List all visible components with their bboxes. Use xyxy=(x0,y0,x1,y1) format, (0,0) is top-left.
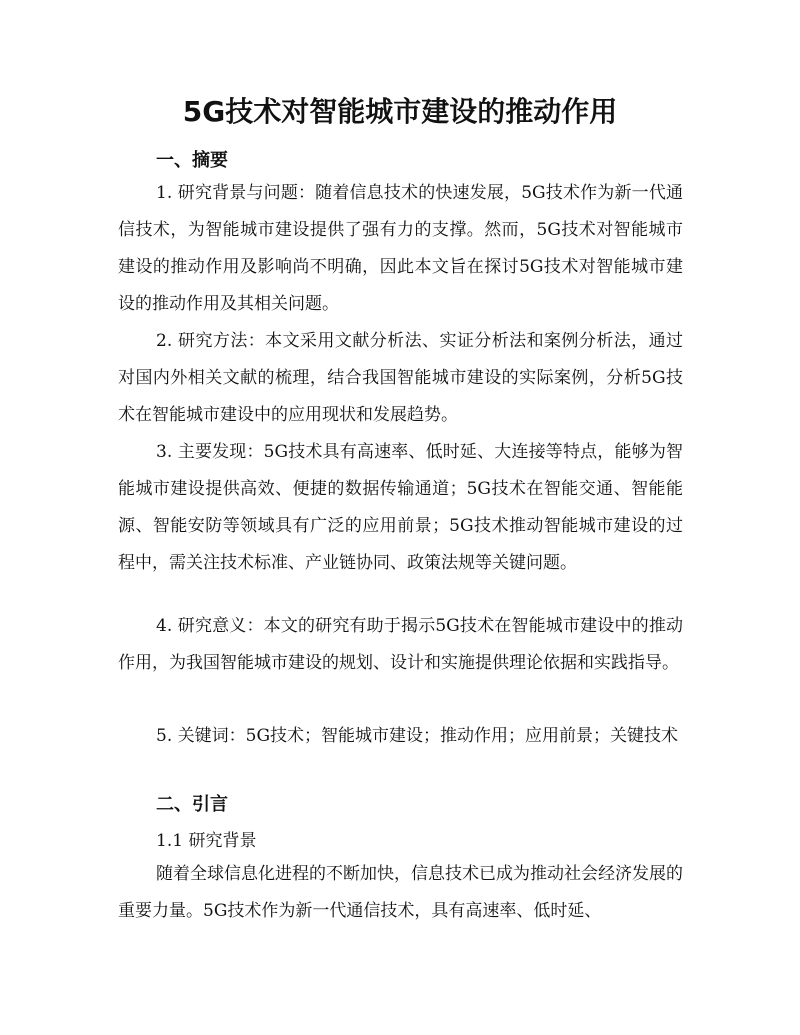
intro-paragraph: 随着全球信息化进程的不断加快，信息技术已成为推动社会经济发展的重要力量。5G技术作为新一代通信技术，具有高速率、低时延、 xyxy=(118,864,683,921)
abstract-item-findings: 3. 主要发现：5G技术具有高速率、低时延、大连接等特点，能够为智能城市建设提供高效、便捷的数据传输通道；5G技术在智能交通、智能能源、智能安防等领域具有广泛的应用前景；5G技术推动智能城市建设的过程中，需关注技术标准、产业链协同、政策法规等关键问题。 xyxy=(118,442,683,573)
section-heading-abstract: 一、摘要 xyxy=(156,150,228,171)
abstract-item-method: 2. 研究方法：本文采用文献分析法、实证分析法和案例分析法，通过对国内外相关文献的梳理，结合我国智能城市建设的实际案例，分析5G技术在智能城市建设中的应用现状和发展趋势。 xyxy=(118,331,683,425)
abstract-item-keywords: 5. 关键词：5G技术；智能城市建设；推动作用；应用前景；关键技术 xyxy=(156,726,679,746)
document-title: 5G技术对智能城市建设的推动作用 xyxy=(182,95,618,128)
section-heading-introduction: 二、引言 xyxy=(156,794,228,815)
abstract-item-significance: 4. 研究意义：本文的研究有助于揭示5G技术在智能城市建设中的推动作用，为我国智能城市建设的规划、设计和实施提供理论依据和实践指导。 xyxy=(118,616,683,673)
abstract-item-background: 1. 研究背景与问题：随着信息技术的快速发展，5G技术作为新一代通信技术，为智能城市建设提供了强有力的支撑。然而，5G技术对智能城市建设的推动作用及影响尚不明确，因此本文旨在探讨5G技术对智能城市建设的推动作用及其相关问题。 xyxy=(118,183,683,314)
sub-heading-research-background: 1.1 研究背景 xyxy=(156,831,257,851)
